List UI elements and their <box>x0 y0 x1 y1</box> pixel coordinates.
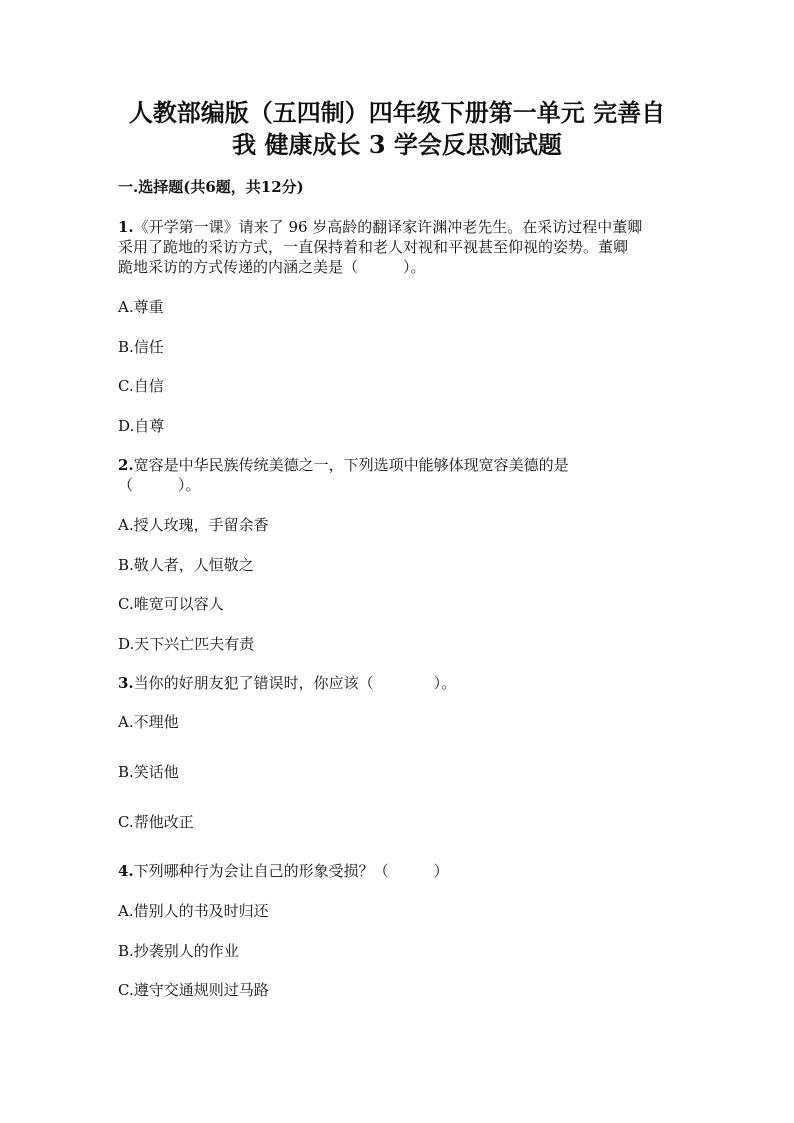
question-4-line-1 <box>118 861 678 881</box>
question-2-option-d: D.天下兴亡匹夫有责 <box>118 635 255 653</box>
question-1-line-2: 采用了跪地的采访方式，一直保持着和老人对视和平视甚至仰视的姿势。董卿 <box>118 238 629 256</box>
title-line-1: 人教部编版（五四制）四年级下册第一单元 完善自 <box>128 98 666 127</box>
question-4-text-1: 下列哪种行为会让自己的形象受损？（ ） <box>133 862 449 880</box>
question-4 <box>118 861 678 881</box>
question-3-option-b: B.笑话他 <box>118 763 179 781</box>
question-1-option-a: A.尊重 <box>118 298 164 316</box>
question-3-line-1 <box>118 673 678 693</box>
question-2-line-2: （ ）。 <box>118 476 201 494</box>
question-3-text-1: 当你的好朋友犯了错误时，你应该（ ）。 <box>133 674 457 692</box>
question-2-option-c: C.唯宽可以容人 <box>118 595 224 613</box>
question-4-option-a: A.借别人的书及时归还 <box>118 902 269 920</box>
question-1 <box>118 217 678 277</box>
title-line-2: 我 健康成长 3 学会反思测试题 <box>232 130 562 159</box>
question-2-option-a: A.授人玫瑰，手留余香 <box>118 516 269 534</box>
question-1-option-b: B.信任 <box>118 338 164 356</box>
question-4-option-b: B.抄袭别人的作业 <box>118 942 239 960</box>
question-2-option-b: B.敬人者，人恒敬之 <box>118 556 254 574</box>
question-4-number: 4. <box>118 862 134 880</box>
question-2 <box>118 455 678 495</box>
question-4-option-c: C.遵守交通规则过马路 <box>118 981 269 999</box>
question-3-option-a: A.不理他 <box>118 713 179 731</box>
question-1-number: 1. <box>118 218 134 236</box>
question-3-option-c: C.帮他改正 <box>118 813 194 831</box>
section-heading: 一.选择题(共6题，共12分) <box>118 178 304 196</box>
question-1-line-3: 跪地采访的方式传递的内涵之美是（ ）。 <box>118 258 426 276</box>
question-2-number: 2. <box>118 456 134 474</box>
question-3-number: 3. <box>118 674 134 692</box>
question-1-text-1: 《开学第一课》请来了 96 岁高龄的翻译家许渊冲老先生。在采访过程中董卿 <box>133 218 643 236</box>
question-1-option-d: D.自尊 <box>118 417 165 435</box>
question-1-option-c: C.自信 <box>118 377 164 395</box>
question-3 <box>118 673 678 693</box>
question-2-line-1 <box>118 455 678 475</box>
question-1-line-1 <box>118 217 678 237</box>
question-2-text-1: 宽容是中华民族传统美德之一，下列选项中能够体现宽容美德的是 <box>133 456 569 474</box>
